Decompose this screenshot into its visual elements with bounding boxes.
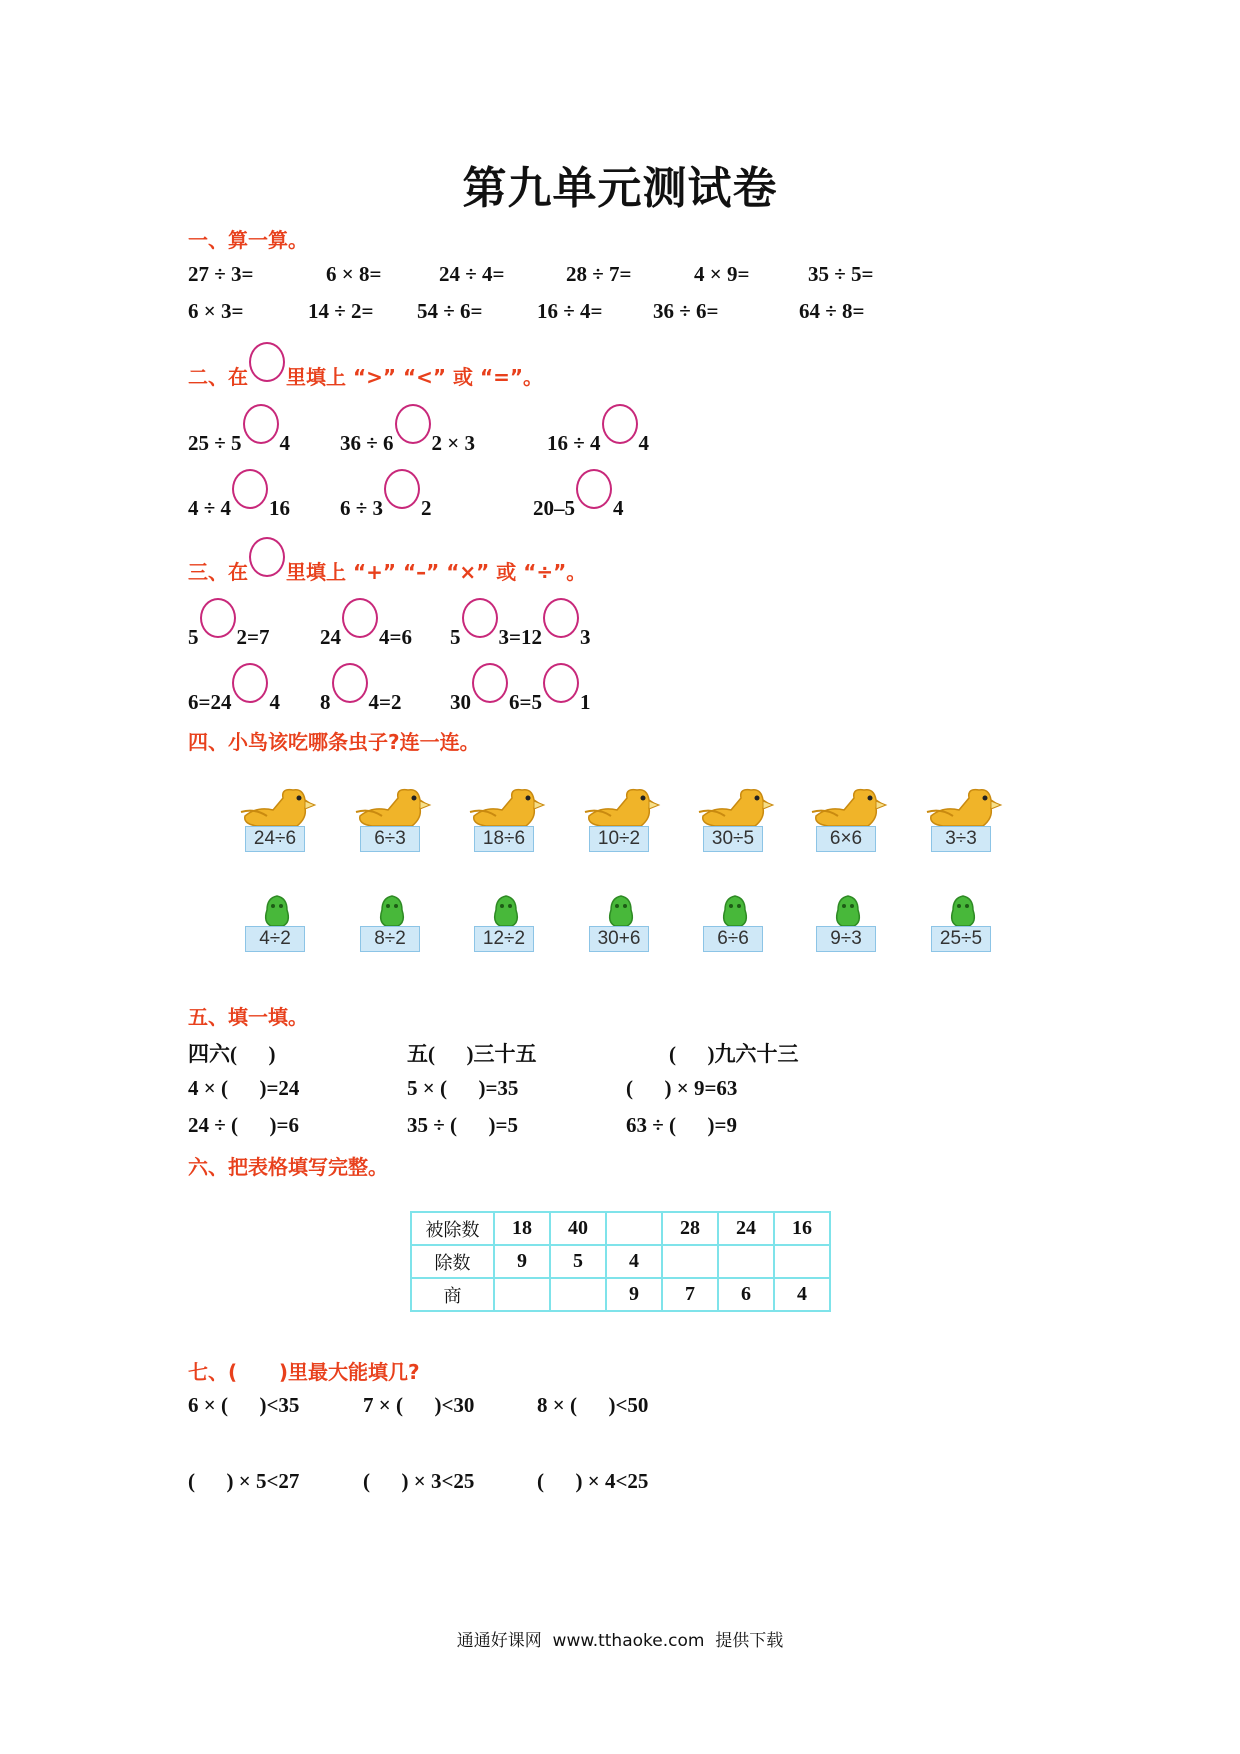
answer-circle[interactable] xyxy=(249,342,285,382)
circle-problem xyxy=(533,481,624,521)
page-title: 第九单元测试卷 xyxy=(462,163,778,214)
answer-circle[interactable] xyxy=(543,598,579,638)
fill-problem: 24 ÷ ( )=6 xyxy=(188,1113,299,1137)
section-4-heading: 四、小鸟该吃哪条虫子?连一连。 xyxy=(188,730,480,754)
answer-circle[interactable] xyxy=(200,598,236,638)
expr-part: 16 ÷ 4 xyxy=(547,431,601,455)
section-s3-heading xyxy=(188,545,586,585)
bird-card[interactable] xyxy=(454,786,554,856)
bird-card[interactable] xyxy=(796,786,896,856)
heading-text: 二、在 xyxy=(188,365,248,389)
answer-circle[interactable] xyxy=(462,598,498,638)
max-fill-problem: ( ) × 3<25 xyxy=(363,1469,475,1493)
circle-problem xyxy=(547,416,649,456)
expr-part: 4 xyxy=(613,496,624,520)
table-cell: 16 xyxy=(774,1212,830,1245)
expr-part: 5 xyxy=(450,625,461,649)
heading-text: 三、在 xyxy=(188,560,248,584)
table-cell[interactable] xyxy=(494,1278,550,1311)
bird-label: 18÷6 xyxy=(474,826,534,852)
bird-label: 6×6 xyxy=(816,826,876,852)
calc-problem: 64 ÷ 8= xyxy=(799,299,865,323)
expr-part: 2 xyxy=(421,496,432,520)
fill-problem: 五( )三十五 xyxy=(407,1042,537,1066)
worm-card[interactable] xyxy=(454,886,554,956)
heading-text: 里填上 “+” “–” “×” 或 “÷”。 xyxy=(286,560,587,584)
circle-problem xyxy=(320,610,412,650)
max-fill-problem: 6 × ( )<35 xyxy=(188,1393,300,1417)
answer-circle[interactable] xyxy=(332,663,368,703)
expr-part: 3=12 xyxy=(498,625,542,649)
expr-part: 1 xyxy=(579,690,591,714)
expr-part: 4 xyxy=(638,431,650,455)
fill-problem: ( ) × 9=63 xyxy=(626,1076,738,1100)
worm-card[interactable] xyxy=(683,886,783,956)
row-header: 除数 xyxy=(411,1245,494,1278)
fill-problem: 35 ÷ ( )=5 xyxy=(407,1113,518,1137)
section-6-heading: 六、把表格填写完整。 xyxy=(188,1155,388,1179)
circle-problem xyxy=(340,481,432,521)
calc-problem: 14 ÷ 2= xyxy=(308,299,374,323)
circle-problem xyxy=(340,416,475,456)
table-cell[interactable] xyxy=(718,1245,774,1278)
table-cell: 4 xyxy=(774,1278,830,1311)
circle-problem xyxy=(320,675,401,715)
expr-part: 4 xyxy=(269,690,280,714)
worm-label: 6÷6 xyxy=(703,926,763,952)
answer-circle[interactable] xyxy=(576,469,612,509)
bird-card[interactable] xyxy=(683,786,783,856)
table-cell[interactable] xyxy=(774,1245,830,1278)
bird-card[interactable] xyxy=(569,786,669,856)
table-row xyxy=(411,1212,830,1245)
worm-card[interactable] xyxy=(911,886,1011,956)
row-header: 商 xyxy=(411,1278,494,1311)
answer-circle[interactable] xyxy=(342,598,378,638)
table-cell: 9 xyxy=(494,1245,550,1278)
table-cell: 5 xyxy=(550,1245,606,1278)
answer-circle[interactable] xyxy=(472,663,508,703)
section-5-heading: 五、填一填。 xyxy=(188,1005,308,1029)
circle-problem xyxy=(188,481,290,521)
section-s2-heading xyxy=(188,350,543,390)
calc-problem: 4 × 9= xyxy=(694,262,750,286)
answer-circle[interactable] xyxy=(602,404,638,444)
fill-problem: 63 ÷ ( )=9 xyxy=(626,1113,737,1137)
table-cell: 9 xyxy=(606,1278,662,1311)
answer-circle[interactable] xyxy=(232,469,268,509)
expr-part: 5 xyxy=(188,625,199,649)
expr-part: 24 xyxy=(320,625,341,649)
heading-text: 里填上 “>” “<” 或 “=”。 xyxy=(286,365,543,389)
worm-card[interactable] xyxy=(340,886,440,956)
bird-label: 10÷2 xyxy=(589,826,649,852)
expr-part: 4=2 xyxy=(368,690,402,714)
fill-problem: 5 × ( )=35 xyxy=(407,1076,519,1100)
answer-circle[interactable] xyxy=(243,404,279,444)
expr-part: 6=5 xyxy=(509,690,542,714)
table-row xyxy=(411,1245,830,1278)
expr-part: 4 ÷ 4 xyxy=(188,496,232,520)
expr-part: 3 xyxy=(579,625,591,649)
worm-card[interactable] xyxy=(796,886,896,956)
calc-problem: 35 ÷ 5= xyxy=(808,262,874,286)
calc-problem: 6 × 8= xyxy=(326,262,382,286)
calc-problem: 28 ÷ 7= xyxy=(566,262,632,286)
calc-problem: 16 ÷ 4= xyxy=(537,299,603,323)
circle-problem xyxy=(188,675,280,715)
fill-problem: ( )九六十三 xyxy=(669,1042,799,1066)
calc-problem: 36 ÷ 6= xyxy=(653,299,719,323)
table-cell[interactable] xyxy=(662,1245,718,1278)
fill-problem: 四六( ) xyxy=(188,1042,276,1066)
expr-part: 4 xyxy=(279,431,291,455)
max-fill-problem: ( ) × 4<25 xyxy=(537,1469,649,1493)
section-1-heading: 一、算一算。 xyxy=(188,228,308,252)
expr-part: 25 ÷ 5 xyxy=(188,431,242,455)
expr-part: 6=24 xyxy=(188,690,232,714)
circle-problem xyxy=(450,610,590,650)
expr-part: 2=7 xyxy=(236,625,270,649)
bird-card[interactable] xyxy=(340,786,440,856)
answer-circle[interactable] xyxy=(249,537,285,577)
expr-part: 8 xyxy=(320,690,331,714)
table-cell: 18 xyxy=(494,1212,550,1245)
table-cell: 28 xyxy=(662,1212,718,1245)
calc-problem: 27 ÷ 3= xyxy=(188,262,254,286)
worm-label: 25÷5 xyxy=(931,926,991,952)
expr-part: 16 xyxy=(269,496,291,520)
expr-part: 30 xyxy=(450,690,471,714)
table-cell: 4 xyxy=(606,1245,662,1278)
table-cell: 40 xyxy=(550,1212,606,1245)
max-fill-problem: 7 × ( )<30 xyxy=(363,1393,475,1417)
expr-part: 20–5 xyxy=(533,496,575,520)
expr-part: 36 ÷ 6 xyxy=(340,431,394,455)
answer-circle[interactable] xyxy=(395,404,431,444)
bird-label: 3÷3 xyxy=(931,826,991,852)
answer-circle[interactable] xyxy=(232,663,268,703)
footer: 通通好课网 www.tthaoke.com 提供下载 xyxy=(456,1631,784,1651)
max-fill-problem: 8 × ( )<50 xyxy=(537,1393,649,1417)
fill-problem: 4 × ( )=24 xyxy=(188,1076,300,1100)
worm-label: 4÷2 xyxy=(245,926,305,952)
worm-label: 8÷2 xyxy=(360,926,420,952)
row-header: 被除数 xyxy=(411,1212,494,1245)
worm-label: 30+6 xyxy=(589,926,649,952)
bird-card[interactable] xyxy=(225,786,325,856)
max-fill-problem: ( ) × 5<27 xyxy=(188,1469,300,1493)
table-cell: 24 xyxy=(718,1212,774,1245)
table-cell[interactable] xyxy=(550,1278,606,1311)
expr-part: 2 × 3 xyxy=(431,431,475,455)
worm-label: 9÷3 xyxy=(816,926,876,952)
worm-label: 12÷2 xyxy=(474,926,534,952)
bird-label: 24÷6 xyxy=(245,826,305,852)
circle-problem xyxy=(188,610,269,650)
division-table xyxy=(410,1211,831,1312)
worm-card[interactable] xyxy=(225,886,325,956)
expr-part: 6 ÷ 3 xyxy=(340,496,384,520)
expr-part: 4=6 xyxy=(379,625,412,649)
calc-problem: 6 × 3= xyxy=(188,299,244,323)
table-cell: 7 xyxy=(662,1278,718,1311)
calc-problem: 54 ÷ 6= xyxy=(417,299,483,323)
circle-problem xyxy=(450,675,590,715)
table-row xyxy=(411,1278,830,1311)
table-cell: 6 xyxy=(718,1278,774,1311)
bird-label: 6÷3 xyxy=(360,826,420,852)
circle-problem xyxy=(188,416,290,456)
worm-card[interactable] xyxy=(569,886,669,956)
bird-card[interactable] xyxy=(911,786,1011,856)
bird-label: 30÷5 xyxy=(703,826,763,852)
table-cell[interactable] xyxy=(606,1212,662,1245)
answer-circle[interactable] xyxy=(384,469,420,509)
calc-problem: 24 ÷ 4= xyxy=(439,262,505,286)
answer-circle[interactable] xyxy=(543,663,579,703)
section-7-heading: 七、( )里最大能填几? xyxy=(188,1360,420,1384)
